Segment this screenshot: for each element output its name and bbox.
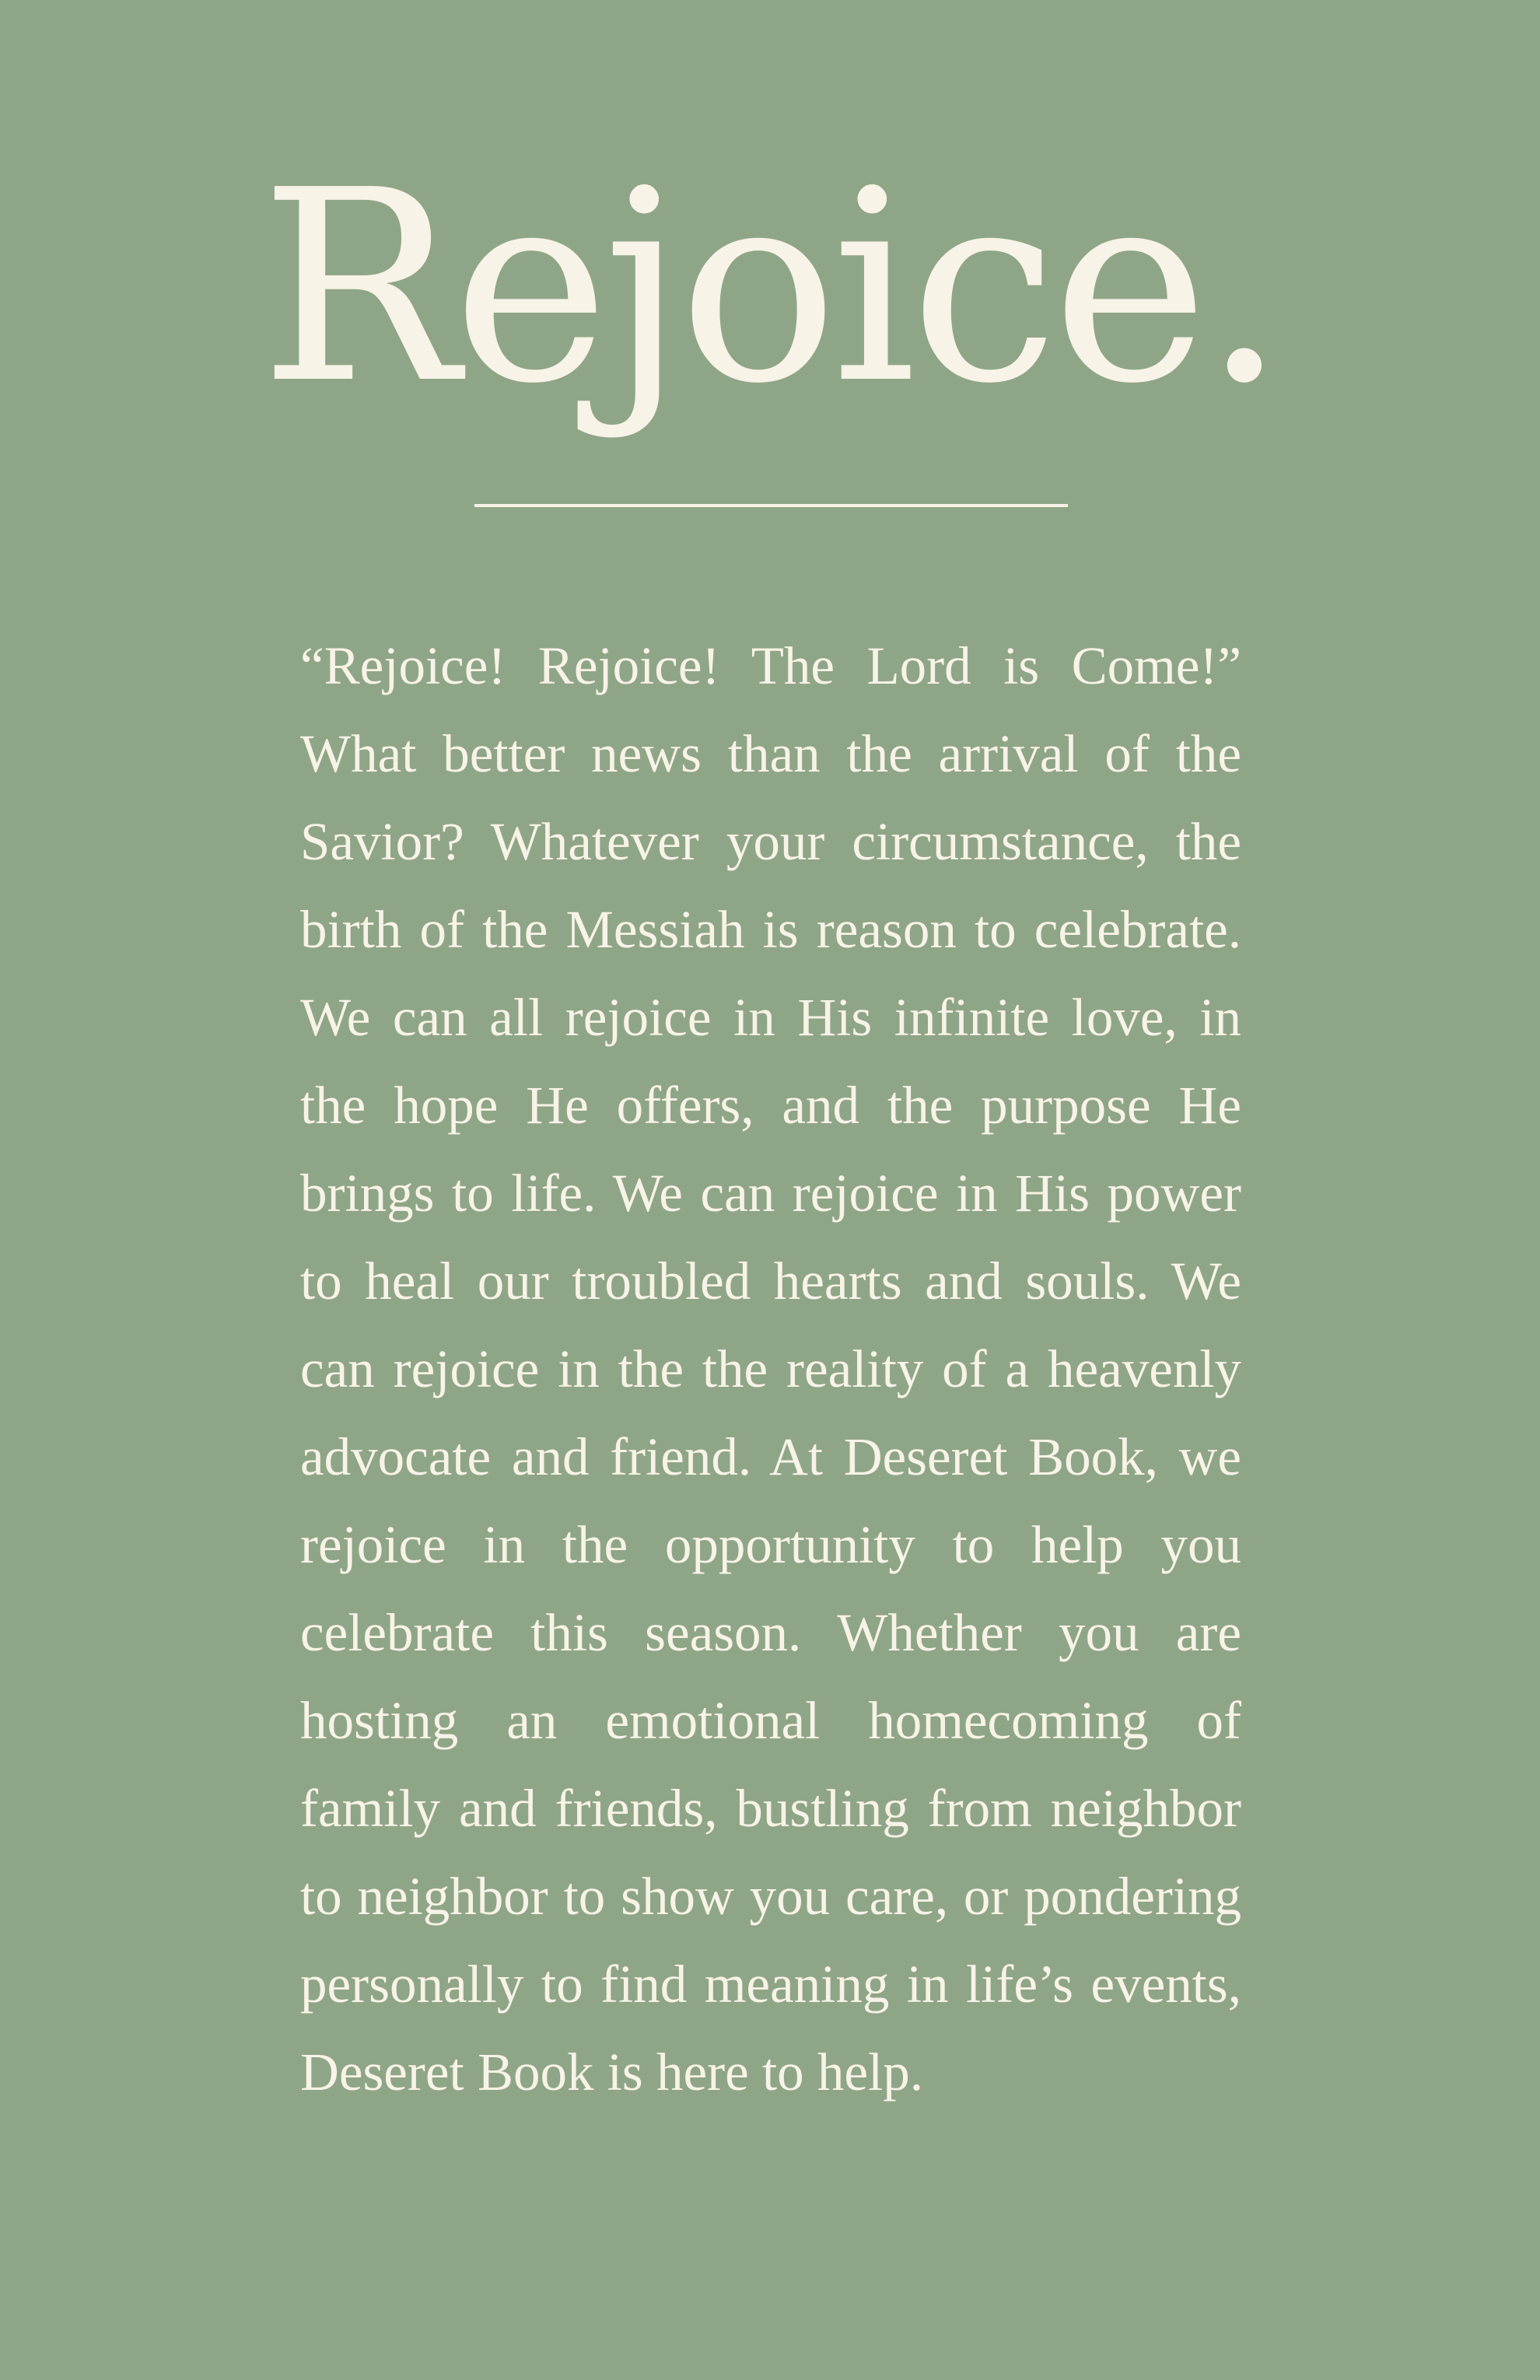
title-divider (474, 504, 1068, 507)
page-title: Rejoice. (260, 134, 1280, 442)
body-paragraph: “Rejoice! Rejoice! The Lord is Come!” What better news than the arrival of the Savior? Whatever your circumstance, the birth of the Messiah is reason to celebrate. We can all rejoice in His infinite love, in the hope He offers, and the purpose He brings to life. We can rejoice in His power to heal our troubled hearts and souls. We can rejoice in the the reality of a heavenly advocate and friend. At Deseret Book, we rejoice in the opportunity to help you celebrate this season. Whether you are hosting an emotional homecoming of family and friends, bustling from neighbor to neighbor to show you care, or pondering personally to find meaning in life’s events, Deseret Book is here to help. (300, 636, 1241, 2102)
